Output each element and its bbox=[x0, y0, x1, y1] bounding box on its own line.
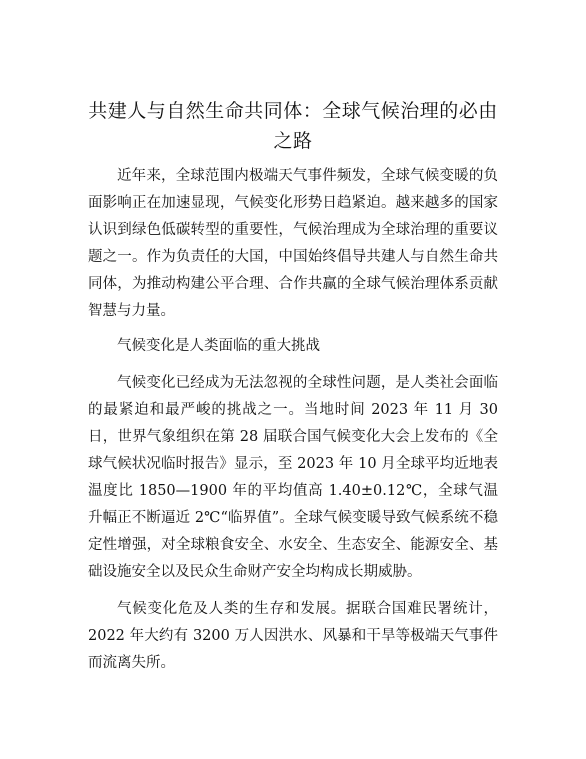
body-paragraph: 气候变化已经成为无法忽视的全球性问题，是人类社会面临的最紧迫和最严峻的挑战之一。当地时间 2023 年 11 月 30 日，世界气象组织在第 28 届联合国气候变化大会上发布的《全球气候状况临时报告》显示，至 2023 年 10 月全球平均近地表温度比 1850—1900 年的平均值高 1.40±0.12℃，全球气温升幅正不断逼近 2℃“临界值”。全球气候变暖导致气候系统不稳定性增强，对全球粮食安全、水安全、生态安全、能源安全、基础设施安全以及民众生命财产安全均构成长期威胁。 bbox=[88, 375, 498, 580]
document-title: 共建人与自然生命共同体：全球气候治理的必由之路 bbox=[88, 100, 498, 152]
section-heading: 气候变化是人类面临的重大挑战 bbox=[117, 338, 320, 354]
document-body bbox=[88, 163, 498, 677]
body-paragraph: 气候变化危及人类的生存和发展。据联合国难民署统计，2022 年大约有 3200 万人因洪水、风暴和干旱等极端天气事件而流离失所。 bbox=[88, 601, 498, 671]
intro-paragraph: 近年来，全球范围内极端天气事件频发，全球气候变暖的负面影响正在加速显现，气候变化形势日趋紧迫。越来越多的国家认识到绿色低碳转型的重要性，气候治理成为全球治理的重要议题之一。作为负责任的大国，中国始终倡导共建人与自然生命共同体，为推动构建公平合理、合作共赢的全球气候治理体系贡献智慧与力量。 bbox=[88, 168, 498, 319]
